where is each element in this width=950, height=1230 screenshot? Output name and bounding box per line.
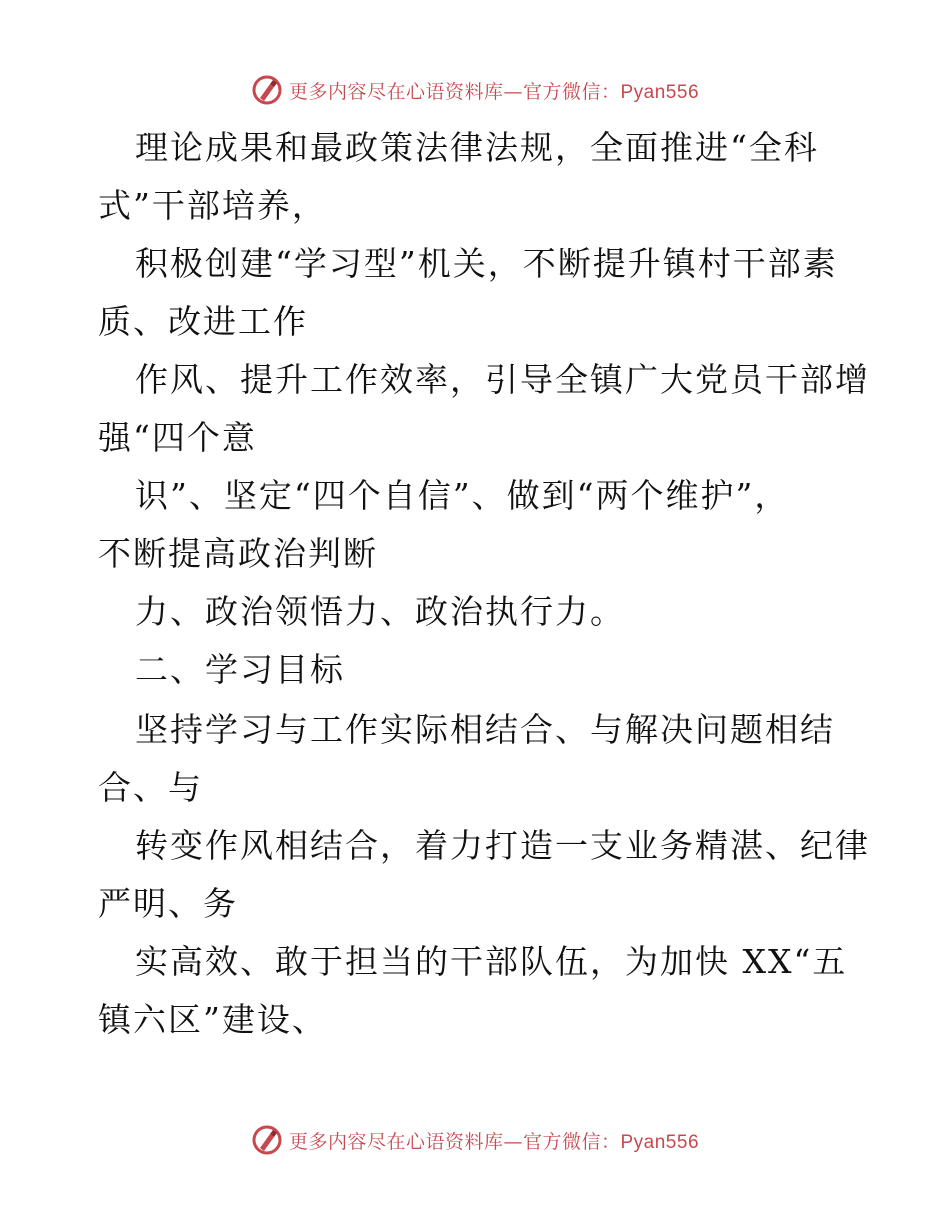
- watermark-handle: Pyan556: [620, 1131, 700, 1153]
- body-line: 严明、务: [98, 884, 238, 923]
- body-line: 质、改进工作: [98, 302, 308, 341]
- body-line: 不断提高政治判断: [98, 534, 378, 573]
- body-line: 作风、提升工作效率，引导全镇广大党员干部增: [135, 360, 870, 399]
- body-line: 识”、坚定“四个自信”、做到“两个维护”，: [135, 476, 790, 515]
- body-line: 理论成果和最政策法律法规，全面推进“全科: [135, 128, 819, 167]
- body-line: 转变作风相结合，着力打造一支业务精湛、纪律: [135, 826, 870, 865]
- body-line: 镇六区”建设、: [98, 1000, 327, 1039]
- footer-watermark: [0, 1120, 950, 1160]
- body-line: 积极创建“学习型”机关，不断提升镇村干部素: [135, 244, 838, 283]
- watermark-handle: Pyan556: [620, 81, 700, 103]
- watermark-group: [251, 1124, 699, 1156]
- body-line: 坚持学习与工作实际相结合、与解决问题相结: [135, 710, 835, 749]
- body-line: 合、与: [98, 768, 203, 807]
- watermark-text: 更多内容尽在心语资料库—官方微信：Pyan556: [288, 1130, 700, 1153]
- body-line: 式”干部培养，: [98, 186, 327, 225]
- body-line: 力、政治领悟力、政治执行力。: [135, 592, 625, 631]
- watermark-text: 更多内容尽在心语资料库—官方微信：Pyan556: [288, 80, 700, 103]
- body-line: 强“四个意: [98, 418, 257, 457]
- body-line: 实高效、敢于担当的干部队伍，为加快 XX“五: [135, 942, 848, 981]
- section-heading: 二、学习目标: [135, 650, 345, 689]
- pen-nib-logo-icon: [251, 1124, 283, 1156]
